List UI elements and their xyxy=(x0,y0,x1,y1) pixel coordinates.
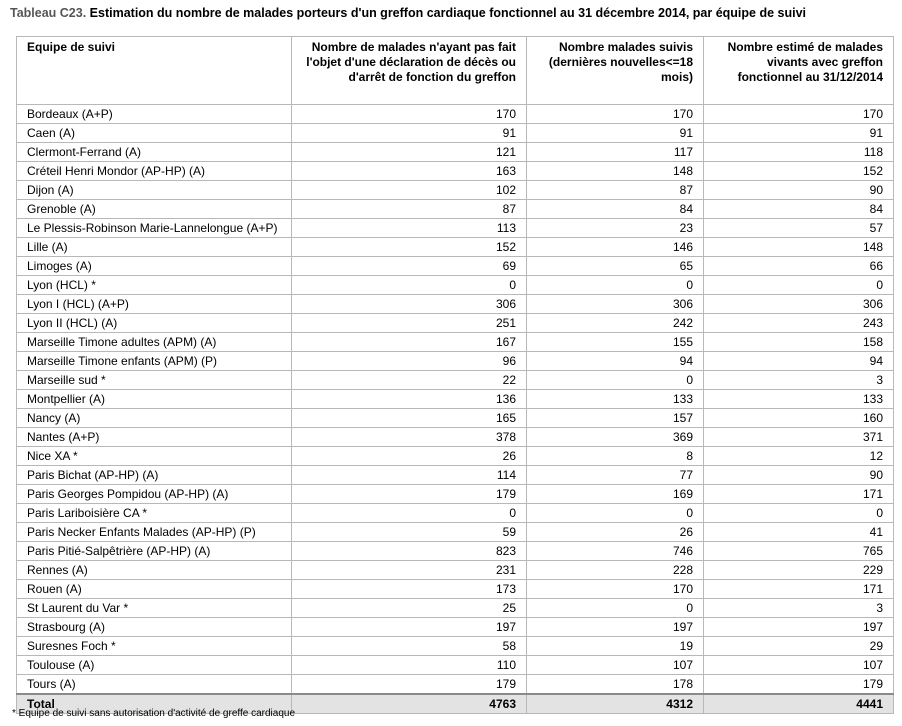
team-name-cell: Lyon (HCL) * xyxy=(17,276,292,295)
team-name-cell: Nancy (A) xyxy=(17,409,292,428)
team-name-cell: Nantes (A+P) xyxy=(17,428,292,447)
team-name-cell: Suresnes Foch * xyxy=(17,637,292,656)
team-name-cell: Marseille Timone enfants (APM) (P) xyxy=(17,352,292,371)
table-row xyxy=(17,637,894,656)
team-name-cell: Nice XA * xyxy=(17,447,292,466)
value-cell: 178 xyxy=(527,675,704,695)
header-row xyxy=(17,37,894,105)
value-cell: 306 xyxy=(704,295,894,314)
team-name-cell: Paris Bichat (AP-HP) (A) xyxy=(17,466,292,485)
value-cell: 102 xyxy=(292,181,527,200)
value-cell: 87 xyxy=(527,181,704,200)
value-cell: 823 xyxy=(292,542,527,561)
team-name-cell: Grenoble (A) xyxy=(17,200,292,219)
table-row xyxy=(17,371,894,390)
value-cell: 155 xyxy=(527,333,704,352)
table-row xyxy=(17,675,894,695)
team-name-cell: Toulouse (A) xyxy=(17,656,292,675)
value-cell: 170 xyxy=(704,105,894,124)
value-cell: 197 xyxy=(704,618,894,637)
value-cell: 179 xyxy=(292,675,527,695)
value-cell: 228 xyxy=(527,561,704,580)
team-name-cell: Lyon I (HCL) (A+P) xyxy=(17,295,292,314)
value-cell: 23 xyxy=(527,219,704,238)
column-header-followed: Nombre malades suivis (dernières nouvelles<=18 mois) xyxy=(527,37,704,105)
value-cell: 66 xyxy=(704,257,894,276)
team-name-cell: Paris Lariboisière CA * xyxy=(17,504,292,523)
value-cell: 91 xyxy=(704,124,894,143)
team-name-cell: Clermont-Ferrand (A) xyxy=(17,143,292,162)
value-cell: 0 xyxy=(704,504,894,523)
table-row xyxy=(17,314,894,333)
value-cell: 165 xyxy=(292,409,527,428)
value-cell: 179 xyxy=(292,485,527,504)
value-cell: 371 xyxy=(704,428,894,447)
value-cell: 57 xyxy=(704,219,894,238)
table-row xyxy=(17,162,894,181)
value-cell: 12 xyxy=(704,447,894,466)
value-cell: 94 xyxy=(527,352,704,371)
value-cell: 91 xyxy=(527,124,704,143)
value-cell: 0 xyxy=(527,276,704,295)
team-name-cell: Strasbourg (A) xyxy=(17,618,292,637)
value-cell: 251 xyxy=(292,314,527,333)
value-cell: 0 xyxy=(527,504,704,523)
value-cell: 167 xyxy=(292,333,527,352)
value-cell: 243 xyxy=(704,314,894,333)
value-cell: 25 xyxy=(292,599,527,618)
team-name-cell: Paris Necker Enfants Malades (AP-HP) (P) xyxy=(17,523,292,542)
team-name-cell: Caen (A) xyxy=(17,124,292,143)
team-name-cell: Limoges (A) xyxy=(17,257,292,276)
team-name-cell: Lille (A) xyxy=(17,238,292,257)
value-cell: 197 xyxy=(292,618,527,637)
table-row xyxy=(17,352,894,371)
table-row xyxy=(17,656,894,675)
team-name-cell: Marseille Timone adultes (APM) (A) xyxy=(17,333,292,352)
team-name-cell: Le Plessis-Robinson Marie-Lannelongue (A+P) xyxy=(17,219,292,238)
table-row xyxy=(17,580,894,599)
total-value-cell: 4312 xyxy=(527,694,704,714)
value-cell: 378 xyxy=(292,428,527,447)
total-value-cell: 4763 xyxy=(292,694,527,714)
value-cell: 59 xyxy=(292,523,527,542)
value-cell: 306 xyxy=(292,295,527,314)
value-cell: 306 xyxy=(527,295,704,314)
team-name-cell: Paris Pitié-Salpêtrière (AP-HP) (A) xyxy=(17,542,292,561)
value-cell: 0 xyxy=(292,504,527,523)
value-cell: 173 xyxy=(292,580,527,599)
value-cell: 133 xyxy=(527,390,704,409)
value-cell: 113 xyxy=(292,219,527,238)
footnote: * Equipe de suivi sans autorisation d'activité de greffe cardiaque xyxy=(12,708,296,719)
value-cell: 152 xyxy=(292,238,527,257)
value-cell: 170 xyxy=(527,580,704,599)
value-cell: 26 xyxy=(292,447,527,466)
value-cell: 163 xyxy=(292,162,527,181)
team-name-cell: Paris Georges Pompidou (AP-HP) (A) xyxy=(17,485,292,504)
table-row xyxy=(17,105,894,124)
table-row xyxy=(17,523,894,542)
value-cell: 148 xyxy=(527,162,704,181)
team-name-cell: St Laurent du Var * xyxy=(17,599,292,618)
column-header-not-declared: Nombre de malades n'ayant pas fait l'objet d'une déclaration de décès ou d'arrêt de fonction du greffon xyxy=(292,37,527,105)
table-row xyxy=(17,295,894,314)
team-name-cell: Rouen (A) xyxy=(17,580,292,599)
value-cell: 242 xyxy=(527,314,704,333)
value-cell: 765 xyxy=(704,542,894,561)
value-cell: 121 xyxy=(292,143,527,162)
table-row xyxy=(17,219,894,238)
table-row xyxy=(17,428,894,447)
team-name-cell: Tours (A) xyxy=(17,675,292,695)
value-cell: 84 xyxy=(704,200,894,219)
value-cell: 146 xyxy=(527,238,704,257)
value-cell: 114 xyxy=(292,466,527,485)
table-row xyxy=(17,257,894,276)
table-row xyxy=(17,124,894,143)
team-name-cell: Montpellier (A) xyxy=(17,390,292,409)
total-value-cell: 4441 xyxy=(704,694,894,714)
table-row xyxy=(17,276,894,295)
value-cell: 96 xyxy=(292,352,527,371)
value-cell: 171 xyxy=(704,485,894,504)
table-row xyxy=(17,447,894,466)
table-body xyxy=(17,105,894,714)
value-cell: 0 xyxy=(292,276,527,295)
value-cell: 158 xyxy=(704,333,894,352)
value-cell: 29 xyxy=(704,637,894,656)
value-cell: 3 xyxy=(704,371,894,390)
value-cell: 22 xyxy=(292,371,527,390)
value-cell: 229 xyxy=(704,561,894,580)
value-cell: 77 xyxy=(527,466,704,485)
table-title xyxy=(10,6,806,20)
value-cell: 170 xyxy=(292,105,527,124)
value-cell: 94 xyxy=(704,352,894,371)
value-cell: 90 xyxy=(704,466,894,485)
value-cell: 133 xyxy=(704,390,894,409)
value-cell: 58 xyxy=(292,637,527,656)
value-cell: 369 xyxy=(527,428,704,447)
value-cell: 90 xyxy=(704,181,894,200)
value-cell: 3 xyxy=(704,599,894,618)
team-name-cell: Marseille sud * xyxy=(17,371,292,390)
table-row xyxy=(17,390,894,409)
value-cell: 152 xyxy=(704,162,894,181)
value-cell: 65 xyxy=(527,257,704,276)
table-row xyxy=(17,599,894,618)
team-name-cell: Bordeaux (A+P) xyxy=(17,105,292,124)
value-cell: 169 xyxy=(527,485,704,504)
table-title-text: Estimation du nombre de malades porteurs d'un greffon cardiaque fonctionnel au 31 décembre 2014, par équipe de suivi xyxy=(89,6,807,20)
value-cell: 148 xyxy=(704,238,894,257)
team-name-cell: Rennes (A) xyxy=(17,561,292,580)
value-cell: 19 xyxy=(527,637,704,656)
value-cell: 0 xyxy=(704,276,894,295)
value-cell: 197 xyxy=(527,618,704,637)
value-cell: 117 xyxy=(527,143,704,162)
table-row xyxy=(17,409,894,428)
value-cell: 160 xyxy=(704,409,894,428)
team-name-cell: Dijon (A) xyxy=(17,181,292,200)
value-cell: 118 xyxy=(704,143,894,162)
value-cell: 157 xyxy=(527,409,704,428)
value-cell: 0 xyxy=(527,599,704,618)
value-cell: 91 xyxy=(292,124,527,143)
table-number: Tableau C23. xyxy=(10,6,87,20)
value-cell: 26 xyxy=(527,523,704,542)
value-cell: 179 xyxy=(704,675,894,695)
table-row xyxy=(17,561,894,580)
value-cell: 170 xyxy=(527,105,704,124)
value-cell: 136 xyxy=(292,390,527,409)
value-cell: 0 xyxy=(527,371,704,390)
table-row xyxy=(17,200,894,219)
value-cell: 8 xyxy=(527,447,704,466)
team-name-cell: Lyon II (HCL) (A) xyxy=(17,314,292,333)
value-cell: 110 xyxy=(292,656,527,675)
table-row xyxy=(17,485,894,504)
value-cell: 87 xyxy=(292,200,527,219)
table-row xyxy=(17,181,894,200)
column-header-team: Equipe de suivi xyxy=(17,37,292,105)
value-cell: 107 xyxy=(704,656,894,675)
table-row xyxy=(17,238,894,257)
table-row xyxy=(17,504,894,523)
total-label: Total xyxy=(17,694,292,714)
column-header-estimated: Nombre estimé de malades vivants avec greffon fonctionnel au 31/12/2014 xyxy=(704,37,894,105)
value-cell: 746 xyxy=(527,542,704,561)
value-cell: 69 xyxy=(292,257,527,276)
data-table xyxy=(16,36,894,714)
value-cell: 41 xyxy=(704,523,894,542)
table-row xyxy=(17,466,894,485)
value-cell: 84 xyxy=(527,200,704,219)
table-row xyxy=(17,542,894,561)
table-row xyxy=(17,333,894,352)
value-cell: 171 xyxy=(704,580,894,599)
value-cell: 107 xyxy=(527,656,704,675)
team-name-cell: Créteil Henri Mondor (AP-HP) (A) xyxy=(17,162,292,181)
value-cell: 231 xyxy=(292,561,527,580)
table-row xyxy=(17,618,894,637)
table-row xyxy=(17,143,894,162)
